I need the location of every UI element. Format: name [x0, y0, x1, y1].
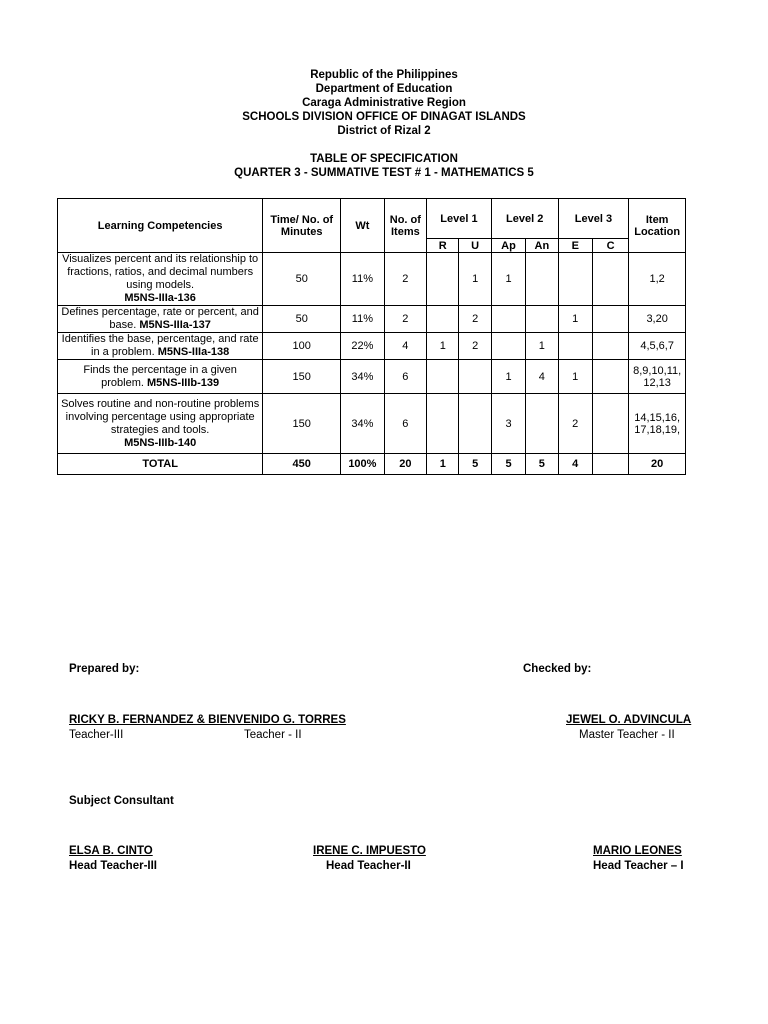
location-cell: 1,2 [629, 253, 686, 306]
u-cell [459, 394, 491, 454]
an-cell [526, 394, 558, 454]
header-time: Time/ No. of Minutes [263, 199, 341, 253]
prepared-names: RICKY B. FERNANDEZ & BIENVENIDO G. TORRES [69, 714, 346, 726]
c-cell [592, 253, 628, 306]
total-row [58, 454, 686, 475]
time-cell: 100 [263, 333, 341, 360]
location-cell: 3,20 [629, 306, 686, 333]
total-time: 450 [263, 454, 341, 475]
c-cell [592, 360, 628, 394]
checked-role: Master Teacher - II [579, 729, 675, 741]
header-level2: Level 2 [491, 199, 558, 239]
time-cell: 50 [263, 253, 341, 306]
table-row [58, 360, 686, 394]
ap-cell [491, 333, 525, 360]
competency-code: M5NS-IIIa-137 [139, 319, 211, 331]
consultant-1-role: Head Teacher-III [69, 860, 157, 872]
consultant-3-role: Head Teacher – I [593, 860, 684, 872]
wt-cell: 11% [341, 306, 384, 333]
r-cell [427, 360, 459, 394]
header-c: C [592, 239, 628, 253]
header-department: Department of Education [315, 83, 453, 95]
specification-table [57, 198, 686, 475]
prepared-label: Prepared by: [69, 663, 140, 675]
wt-cell: 11% [341, 253, 384, 306]
r-cell [427, 253, 459, 306]
header-u: U [459, 239, 491, 253]
checked-name: JEWEL O. ADVINCULA [566, 714, 692, 726]
header-items: No. of Items [384, 199, 426, 253]
c-cell [592, 394, 628, 454]
header-level1: Level 1 [427, 199, 492, 239]
header-location: Item Location [629, 199, 686, 253]
ap-cell: 1 [491, 253, 525, 306]
document-header [0, 68, 768, 180]
items-cell: 2 [384, 253, 426, 306]
wt-cell: 22% [341, 333, 384, 360]
ap-cell [491, 306, 525, 333]
location-cell: 14,15,16,17,18,19, [629, 394, 686, 454]
e-cell: 2 [558, 394, 592, 454]
checked-label: Checked by: [523, 663, 592, 675]
ap-cell: 1 [491, 360, 525, 394]
header-competencies: Learning Competencies [58, 199, 263, 253]
doc-title: TABLE OF SPECIFICATION [310, 153, 458, 165]
an-cell [526, 253, 558, 306]
competency-cell [58, 333, 263, 360]
u-cell: 2 [459, 306, 491, 333]
e-cell: 1 [558, 306, 592, 333]
items-cell: 6 [384, 394, 426, 454]
total-c [592, 454, 628, 475]
r-cell: 1 [427, 333, 459, 360]
total-location: 20 [629, 454, 686, 475]
doc-subtitle: QUARTER 3 - SUMMATIVE TEST # 1 - MATHEMATICS 5 [234, 167, 534, 179]
competency-code: M5NS-IIIa-138 [157, 346, 230, 358]
items-cell: 4 [384, 333, 426, 360]
c-cell [592, 333, 628, 360]
header-division: SCHOOLS DIVISION OFFICE OF DINAGAT ISLANDS [242, 111, 526, 123]
competency-cell [58, 253, 263, 306]
e-cell [558, 333, 592, 360]
consultant-2-name: IRENE C. IMPUESTO [313, 845, 426, 857]
total-label: TOTAL [58, 454, 263, 475]
location-cell: 8,9,10,11,12,13 [629, 360, 686, 394]
table-row [58, 333, 686, 360]
an-cell: 1 [526, 333, 558, 360]
header-r: R [427, 239, 459, 253]
header-an: An [526, 239, 558, 253]
header-ap: Ap [491, 239, 525, 253]
competency-code: M5NS-IIIa-136 [124, 292, 196, 304]
total-ap: 5 [491, 454, 525, 475]
wt-cell: 34% [341, 360, 384, 394]
competency-text: Finds the percentage in a given problem. [83, 363, 237, 389]
header-level3: Level 3 [558, 199, 629, 239]
time-cell: 150 [263, 360, 341, 394]
wt-cell: 34% [341, 394, 384, 454]
ap-cell: 3 [491, 394, 525, 454]
competency-text: Identifies the base, percentage, and rate in a problem. [61, 333, 259, 358]
competency-cell [58, 306, 263, 333]
total-items: 20 [384, 454, 426, 475]
header-district: District of Rizal 2 [337, 125, 431, 137]
competency-cell [58, 394, 263, 454]
total-e: 4 [558, 454, 592, 475]
prepared-role-2: Teacher - II [244, 729, 302, 741]
consultant-2-role: Head Teacher-II [326, 860, 411, 872]
table-row [58, 253, 686, 306]
competency-text: Defines percentage, rate or percent, and base. [61, 306, 259, 331]
competency-code: M5NS-IIIb-140 [124, 436, 197, 449]
an-cell [526, 306, 558, 333]
consultant-3-name: MARIO LEONES [593, 845, 682, 857]
u-cell [459, 360, 491, 394]
header-region: Caraga Administrative Region [302, 97, 466, 109]
items-cell: 2 [384, 306, 426, 333]
table-row [58, 306, 686, 333]
location-cell: 4,5,6,7 [629, 333, 686, 360]
items-cell: 6 [384, 360, 426, 394]
consultant-1-name: ELSA B. CINTO [69, 845, 153, 857]
competency-text: Solves routine and non-routine problems involving percentage using appropriate strategies and tools. [61, 397, 260, 436]
r-cell [427, 306, 459, 333]
total-r: 1 [427, 454, 459, 475]
time-cell: 150 [263, 394, 341, 454]
u-cell: 1 [459, 253, 491, 306]
consultant-label: Subject Consultant [69, 795, 174, 807]
competency-text: Visualizes percent and its relationship to fractions, ratios, and decimal numbers using models. [62, 253, 259, 291]
header-wt: Wt [341, 199, 384, 253]
total-wt: 100% [341, 454, 384, 475]
prepared-role-1: Teacher-III [69, 729, 124, 741]
table-row [58, 394, 686, 454]
total-an: 5 [526, 454, 558, 475]
u-cell: 2 [459, 333, 491, 360]
competency-cell [58, 360, 263, 394]
header-e: E [558, 239, 592, 253]
c-cell [592, 306, 628, 333]
time-cell: 50 [263, 306, 341, 333]
r-cell [427, 394, 459, 454]
header-republic: Republic of the Philippines [310, 69, 458, 81]
total-u: 5 [459, 454, 491, 475]
e-cell: 1 [558, 360, 592, 394]
competency-code: M5NS-IIIb-139 [147, 376, 220, 389]
an-cell: 4 [526, 360, 558, 394]
e-cell [558, 253, 592, 306]
